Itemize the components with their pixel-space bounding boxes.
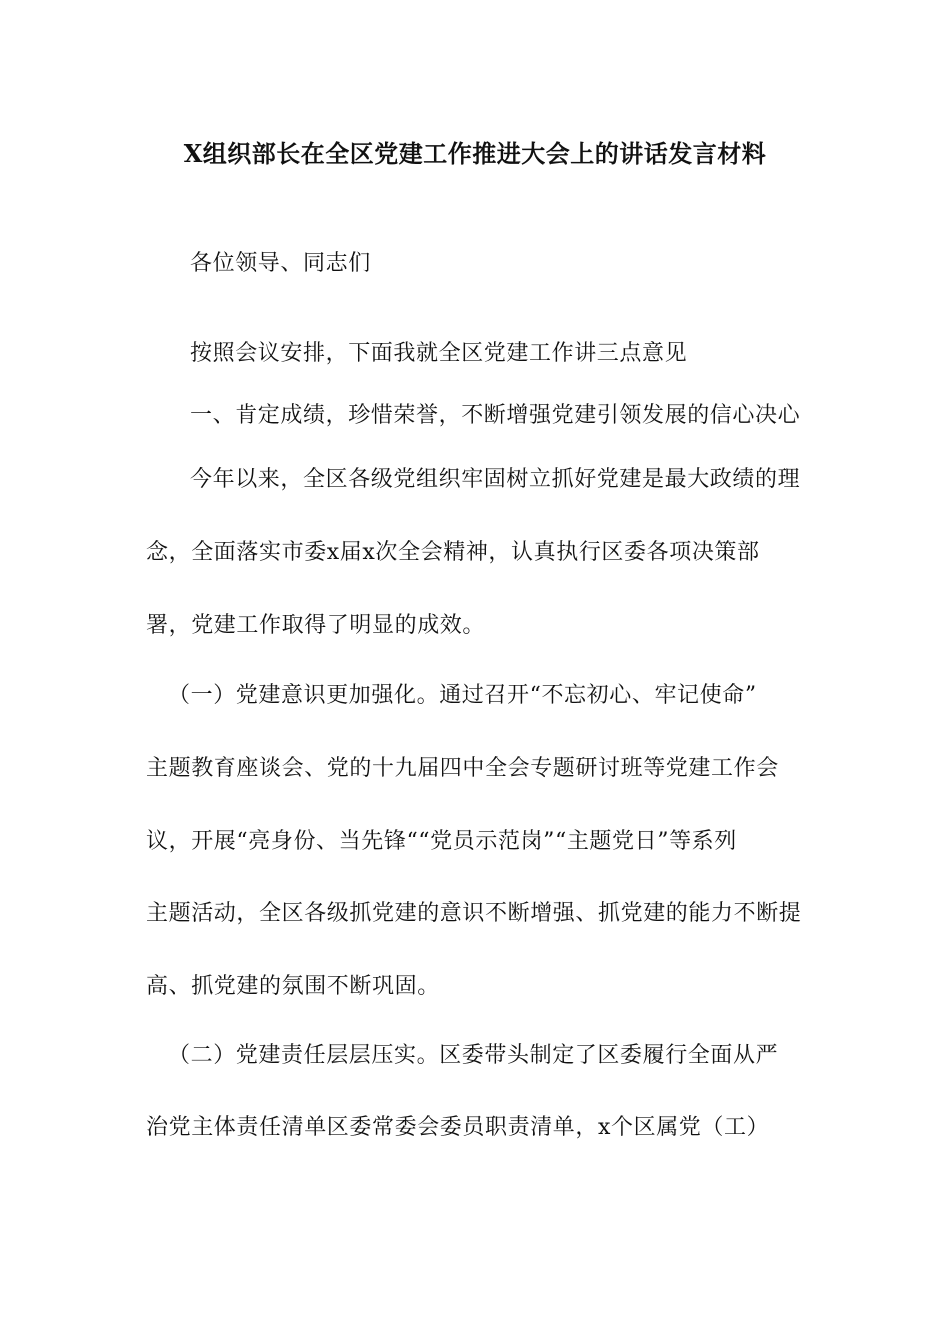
section-heading-1: 一、肯定成绩，珍惜荣誉，不断增强党建引领发展的信心决心 [190, 403, 801, 428]
subsection-line: （一）党建意识更加强化。通过召开“不忘初心、牢记使命” [168, 683, 757, 708]
paragraph-line: 署，党建工作取得了明显的成效。 [146, 613, 486, 638]
paragraph-line: 主题活动，全区各级抓党建的意识不断增强、抓党建的能力不断提 [146, 901, 802, 926]
paragraph-line: 主题教育座谈会、党的十九届四中全会专题研讨班等党建工作会 [146, 756, 779, 781]
paragraph-line: 念，全面落实市委x届x次全会精神，认真执行区委各项决策部 [146, 540, 760, 565]
subsection-line: （二）党建责任层层压实。区委带头制定了区委履行全面从严 [168, 1043, 779, 1068]
paragraph-line: 议，开展“亮身份、当先锋““党员示范岗”“主题党日”等系列 [146, 829, 737, 854]
salutation: 各位领导、同志们 [190, 251, 371, 276]
paragraph-line: 治党主体责任清单区委常委会委员职责清单，x个区属党（工） [146, 1115, 770, 1140]
paragraph-line: 高、抓党建的氛围不断巩固。 [146, 974, 440, 999]
intro-line: 按照会议安排，下面我就全区党建工作讲三点意见 [190, 341, 688, 366]
paragraph-line: 今年以来，全区各级党组织牢固树立抓好党建是最大政绩的理 [190, 467, 801, 492]
document-title: X组织部长在全区党建工作推进大会上的讲话发言材料 [183, 139, 767, 168]
